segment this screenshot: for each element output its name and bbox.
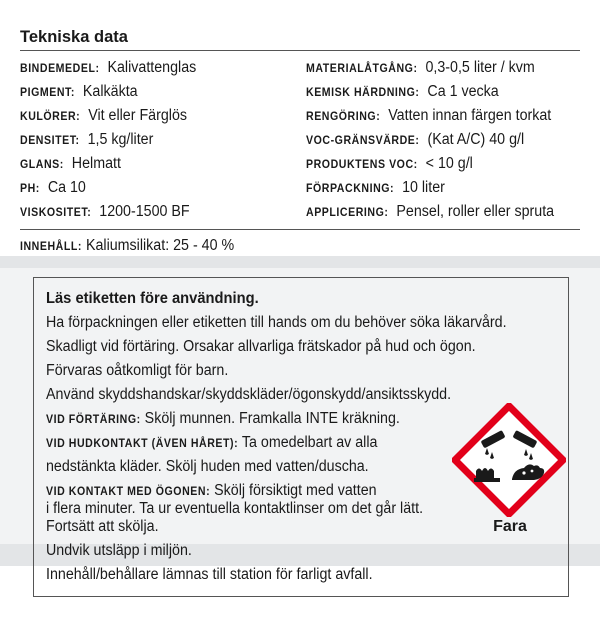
swallow-label: VID FÖRTÄRING: <box>46 414 141 426</box>
title-divider <box>20 50 580 51</box>
spec-label: VOC-GRÄNSVÄRDE: <box>306 135 420 147</box>
corrosion-hazard-icon <box>452 403 566 517</box>
safety-line-3: Förvaras oåtkomligt för barn. <box>46 362 229 379</box>
spec-viskositet <box>20 203 190 222</box>
spec-value: (Kat A/C) 40 g/l <box>427 131 525 148</box>
contents-line <box>20 237 234 256</box>
spec-label: PRODUKTENS VOC: <box>306 159 418 171</box>
spec-value: Pensel, roller eller spruta <box>396 203 555 220</box>
safety-swallow <box>46 410 400 429</box>
spec-value: Vatten innan färgen torkat <box>388 107 552 124</box>
safety-environment: Undvik utsläpp i miljön. <box>46 542 192 559</box>
eye-label: VID KONTAKT MED ÖGONEN: <box>46 486 211 498</box>
contents-value: Kaliumsilikat: 25 - 40 % <box>85 237 235 254</box>
spec-value: Ca 1 vecka <box>427 83 499 100</box>
safety-line-1: Ha förpackningen eller etiketten till hands om du behöver söka läkarvård. <box>46 314 507 331</box>
spec-value: Kalkäkta <box>82 83 138 100</box>
spec-label: APPLICERING: <box>306 207 389 219</box>
spec-value: 1,5 kg/liter <box>87 131 154 148</box>
safety-line-4: Använd skyddshandskar/skyddskläder/ögonskydd/ansiktsskydd. <box>46 386 452 403</box>
spec-glans <box>20 155 121 174</box>
spec-label: VISKOSITET: <box>20 207 92 219</box>
safety-disposal: Innehåll/behållare lämnas till station för farligt avfall. <box>46 566 373 583</box>
spec-bindemedel <box>20 59 196 78</box>
skin-label: VID HUDKONTAKT (ÄVEN HÅRET): <box>46 438 239 450</box>
safety-eye <box>46 482 377 501</box>
spec-value: 10 liter <box>402 179 445 196</box>
skin-text-1: Ta omedelbart av alla <box>241 434 378 451</box>
eye-text-3: Fortsätt att skölja. <box>46 518 159 535</box>
spec-kulorer <box>20 107 187 126</box>
spec-label: KEMISK HÄRDNING: <box>306 87 420 99</box>
safety-skin <box>46 434 377 453</box>
spec-label: KULÖRER: <box>20 111 81 123</box>
spec-pigment <box>20 83 138 102</box>
spec-value: 1200-1500 BF <box>99 203 190 220</box>
spec-voc-gransvarde <box>306 131 524 150</box>
swallow-text: Skölj munnen. Framkalla INTE kräkning. <box>144 410 400 427</box>
safety-line-2: Skadligt vid förtäring. Orsakar allvarliga frätskador på hud och ögon. <box>46 338 476 355</box>
spec-label: MATERIALÅTGÅNG: <box>306 63 418 75</box>
spec-rengoring <box>306 107 551 126</box>
spec-forpackning <box>306 179 445 198</box>
eye-text-2: i flera minuter. Ta ur eventuella kontaktlinser om det går lätt. <box>46 500 424 517</box>
spec-value: Ca 10 <box>47 179 86 196</box>
skin-text-2: nedstänkta kläder. Skölj huden med vatten/duscha. <box>46 458 369 475</box>
spec-value: 0,3-0,5 liter / kvm <box>425 59 535 76</box>
spec-applicering <box>306 203 554 222</box>
spec-kemisk-hardning <box>306 83 499 102</box>
contents-label: INNEHÅLL: <box>20 241 82 253</box>
section-title: Tekniska data <box>20 28 128 46</box>
spec-value: < 10 g/l <box>425 155 473 172</box>
spec-densitet <box>20 131 153 150</box>
spec-label: BINDEMEDEL: <box>20 63 100 75</box>
spec-value: Vit eller Färglös <box>88 107 188 124</box>
spec-label: RENGÖRING: <box>306 111 381 123</box>
spec-ph <box>20 179 86 198</box>
safety-heading: Läs etiketten före användning. <box>46 290 259 307</box>
spec-label: DENSITET: <box>20 135 80 147</box>
spec-label: PH: <box>20 183 40 195</box>
spec-materialatgang <box>306 59 535 78</box>
spec-value: Helmatt <box>71 155 121 172</box>
signal-word: Fara <box>493 518 527 535</box>
spec-label: PIGMENT: <box>20 87 75 99</box>
specs-divider <box>20 229 580 230</box>
spec-value: Kalivattenglas <box>107 59 197 76</box>
spec-label: FÖRPACKNING: <box>306 183 395 195</box>
spec-produktens-voc <box>306 155 473 174</box>
spec-label: GLANS: <box>20 159 64 171</box>
background-band-top <box>0 256 600 268</box>
eye-text-1: Skölj försiktigt med vatten <box>214 482 377 499</box>
